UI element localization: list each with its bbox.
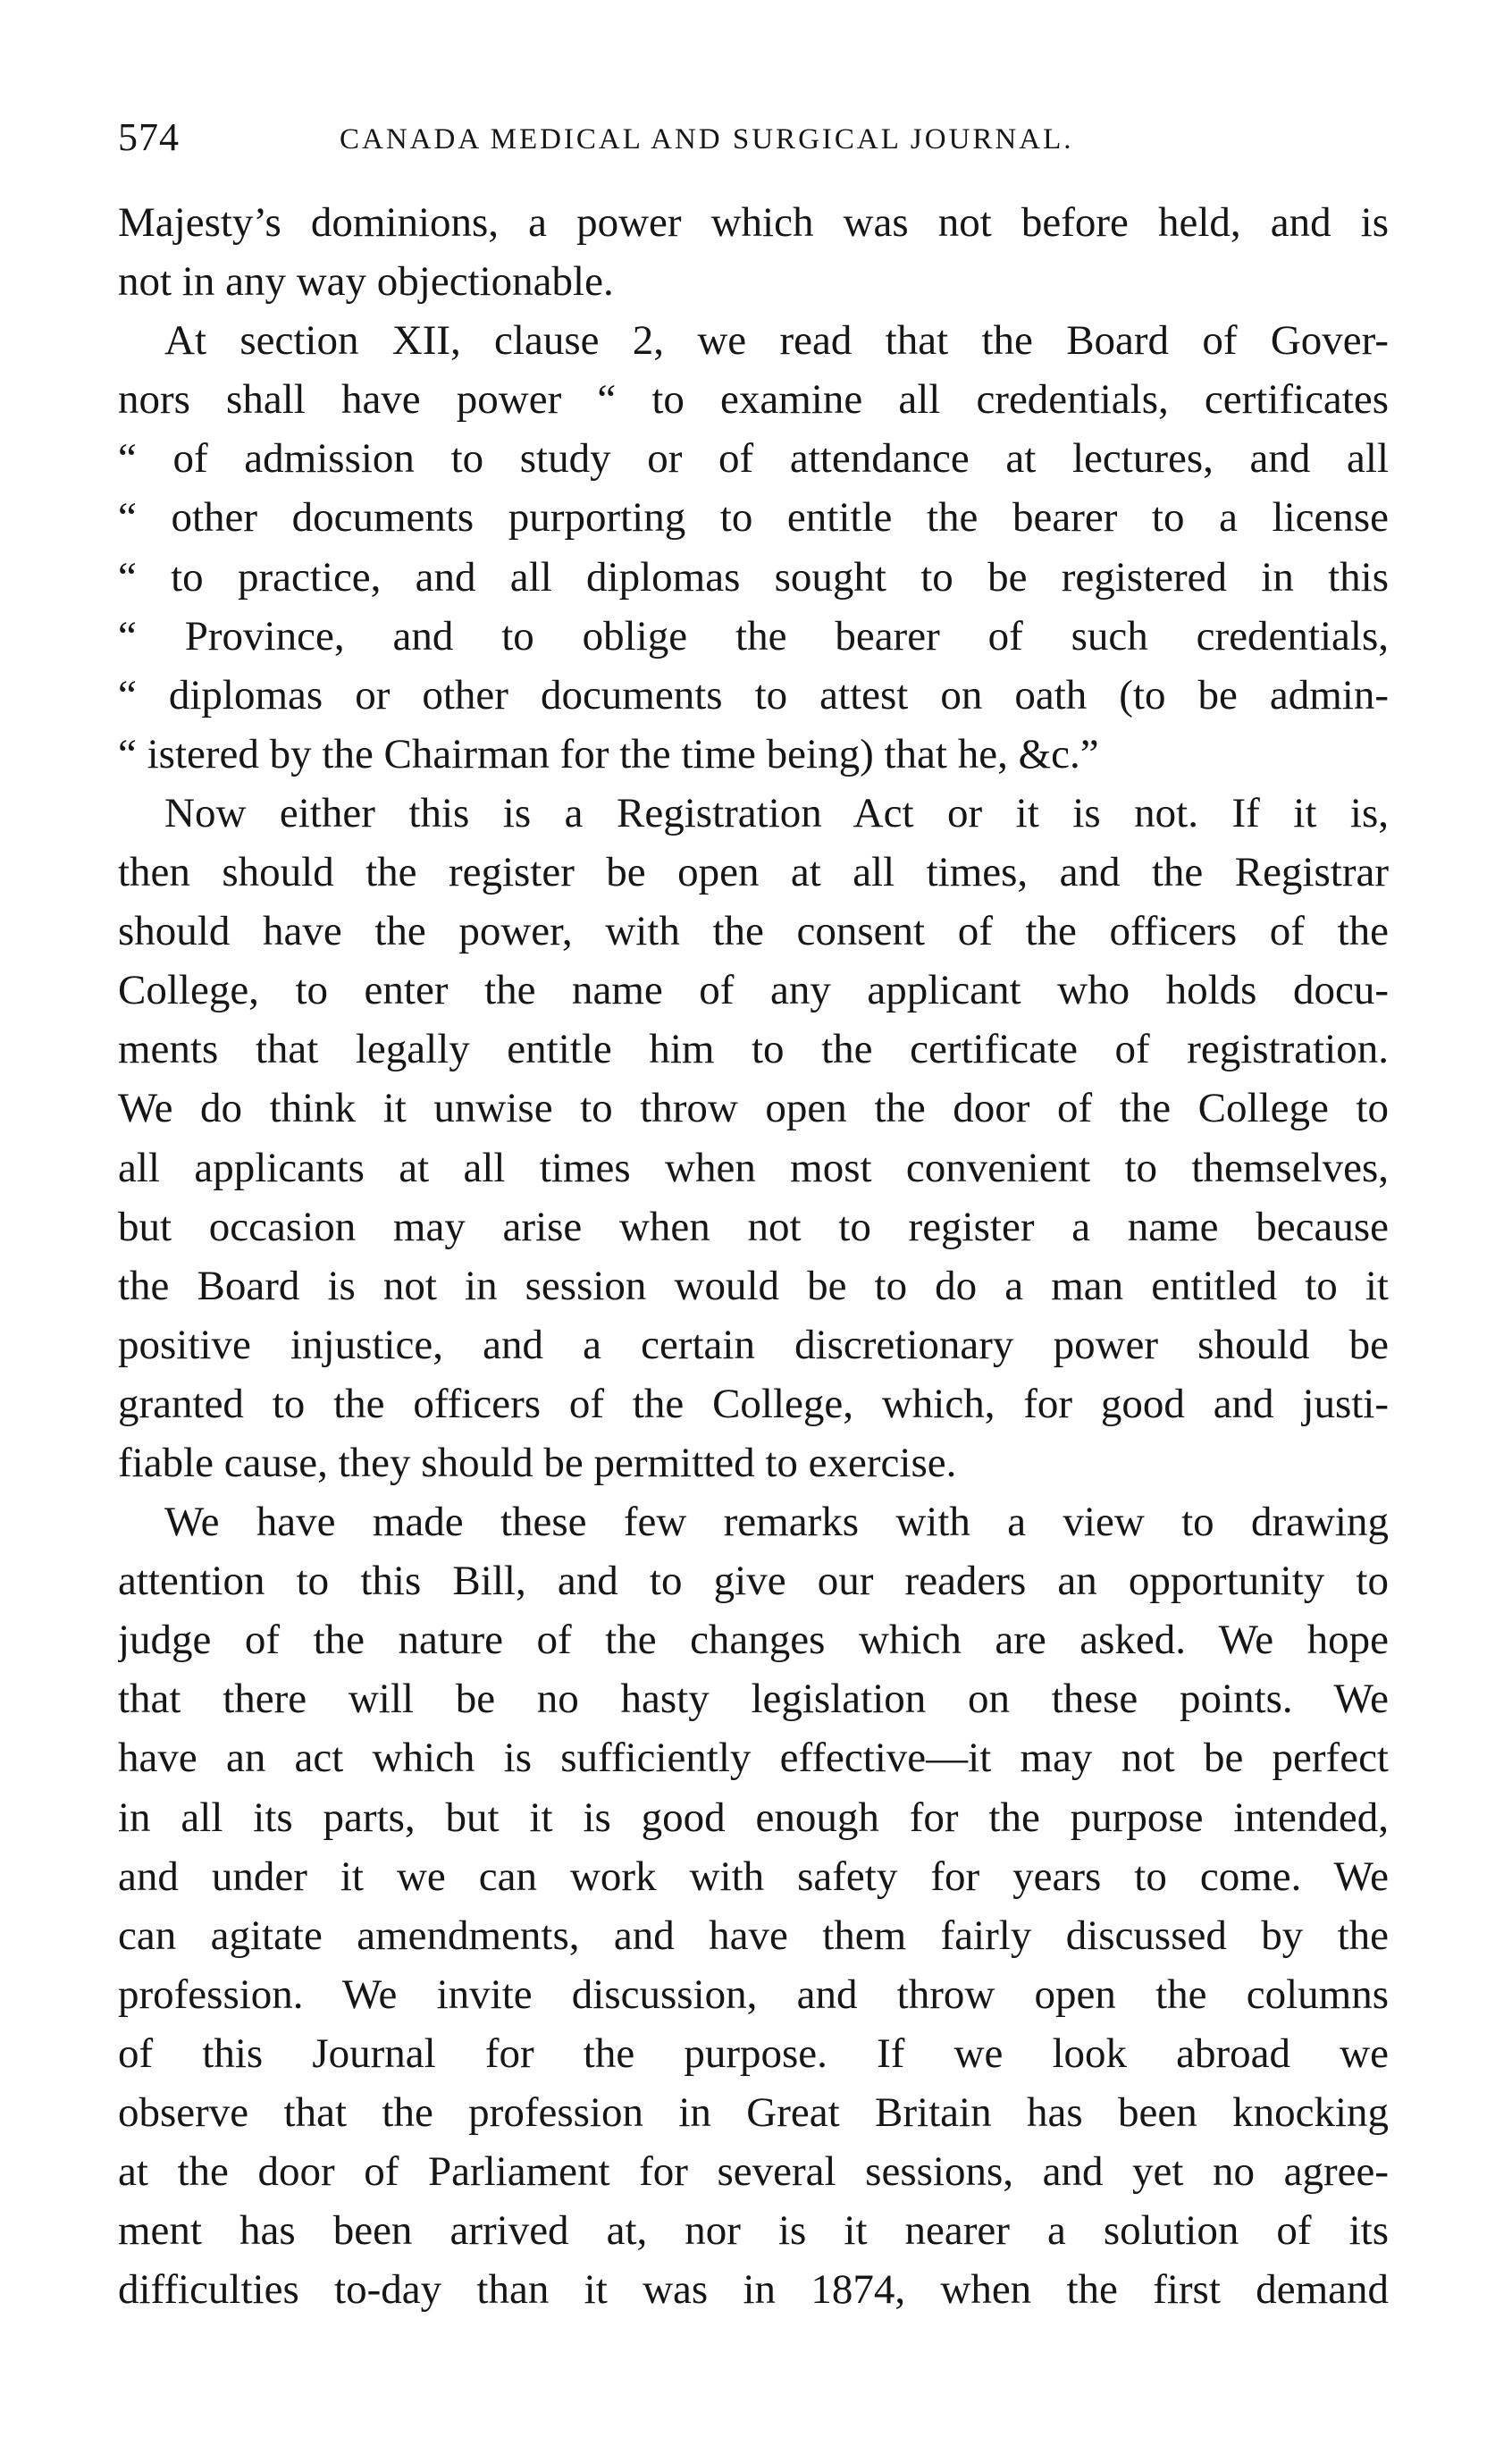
- paragraph-start-line: At section XII, clause 2, we read that the Board of Gover-: [164, 317, 1389, 365]
- text-line: “ Province, and to oblige the bearer of such credentials,: [118, 612, 1389, 660]
- text-line: profession. We invite discussion, and throw open the columns: [118, 1970, 1389, 2018]
- text-line: then should the register be open at all times, and the Registrar: [118, 849, 1389, 896]
- journal-title: CANADA MEDICAL AND SURGICAL JOURNAL.: [340, 123, 1074, 155]
- text-line: of this Journal for the purpose. If we look abroad we: [118, 2029, 1389, 2077]
- page-number: 574: [118, 115, 180, 159]
- text-line: We do think it unwise to throw open the door of the College to: [118, 1085, 1389, 1132]
- text-line: all applicants at all times when most convenient to themselves,: [118, 1144, 1389, 1191]
- text-line: in all its parts, but it is good enough for the purpose intended,: [118, 1794, 1389, 1841]
- text-line: the Board is not in session would be to do a man entitled to it: [118, 1262, 1389, 1309]
- text-line: but occasion may arise when not to register a name because: [118, 1203, 1389, 1250]
- text-line: “ other documents purporting to entitle the bearer to a license: [118, 494, 1389, 542]
- text-line: observe that the profession in Great Britain has been knocking: [118, 2089, 1389, 2136]
- text-line: Majesty’s dominions, a power which was not before held, and is: [118, 199, 1389, 246]
- paragraph-start-line: Now either this is a Registration Act or it is not. If it is,: [164, 789, 1389, 836]
- text-line: ment has been arrived at, nor is it nearer a solution of its: [118, 2207, 1389, 2255]
- paragraph-start-line: We have made these few remarks with a view to drawing: [164, 1499, 1389, 1546]
- text-line: “ istered by the Chairman for the time being) that he, &c.”: [118, 730, 1099, 777]
- text-line: fiable cause, they should be permitted to exercise.: [118, 1439, 957, 1486]
- text-line: judge of the nature of the changes which are asked. We hope: [118, 1617, 1389, 1664]
- article-body: [118, 193, 1389, 2319]
- text-line: positive injustice, and a certain discretionary power should be: [118, 1321, 1389, 1368]
- text-line: College, to enter the name of any applicant who holds docu-: [118, 967, 1389, 1014]
- running-head: [118, 114, 1391, 168]
- text-line: nors shall have power “ to examine all credentials, certificates: [118, 376, 1389, 424]
- text-line: ments that legally entitle him to the certificate of registration.: [118, 1026, 1389, 1073]
- text-line: that there will be no hasty legislation on these points. We: [118, 1676, 1389, 1723]
- text-line: have an act which is sufficiently effective—it may not be perfect: [118, 1735, 1389, 1782]
- text-line: should have the power, with the consent of the officers of the: [118, 908, 1389, 955]
- text-line: and under it we can work with safety for years to come. We: [118, 1853, 1389, 1900]
- text-line: attention to this Bill, and to give our readers an opportunity to: [118, 1558, 1389, 1605]
- text-line: not in any way objectionable.: [118, 258, 614, 306]
- text-line: at the door of Parliament for several sessions, and yet no agree-: [118, 2148, 1389, 2196]
- text-line: difficulties to-day than it was in 1874, when the first demand: [118, 2266, 1389, 2314]
- text-line: “ of admission to study or of attendance at lectures, and all: [118, 435, 1389, 483]
- text-line: granted to the officers of the College, which, for good and justi-: [118, 1380, 1389, 1427]
- text-line: “ to practice, and all diplomas sought to be registered in this: [118, 553, 1389, 601]
- text-line: can agitate amendments, and have them fairly discussed by the: [118, 1912, 1389, 1959]
- text-line: “ diplomas or other documents to attest on oath (to be admin-: [118, 671, 1389, 718]
